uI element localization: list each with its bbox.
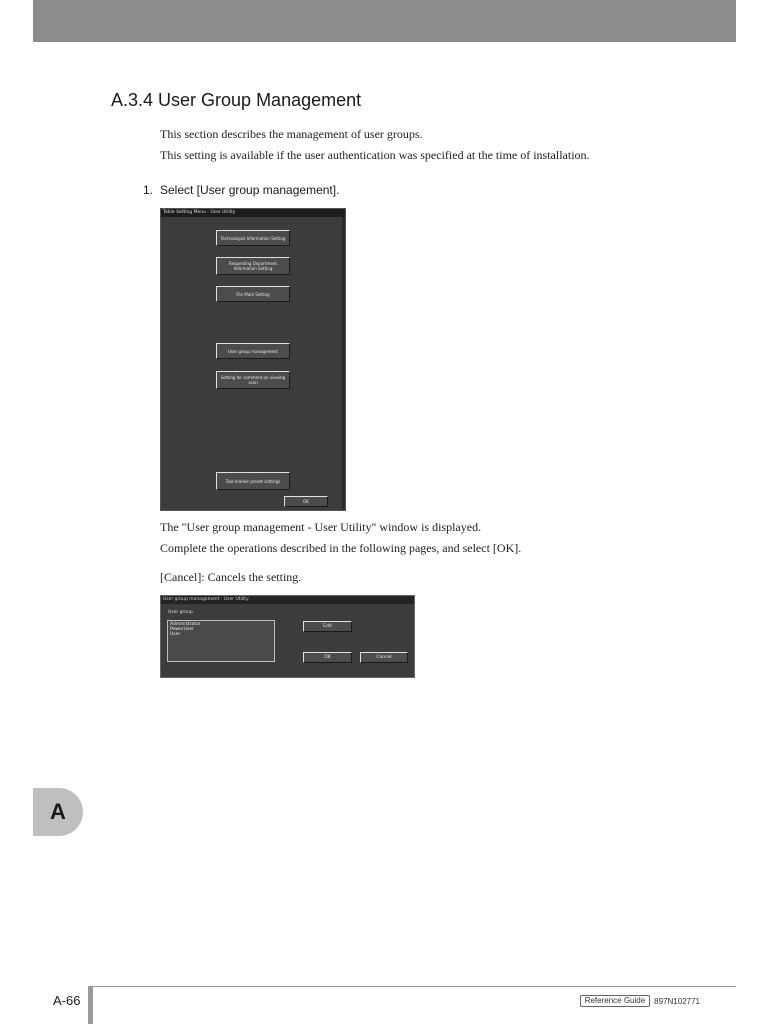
list-item[interactable]: Administrator bbox=[170, 622, 201, 627]
cancel-note: [Cancel]: Cancels the setting. bbox=[160, 570, 302, 584]
window-title: Table Setting Menu - User Utility bbox=[161, 209, 345, 217]
footer-rule bbox=[88, 986, 736, 987]
user-group-management-button[interactable]: User group management bbox=[216, 343, 290, 359]
edit-button[interactable]: Edit bbox=[303, 621, 352, 632]
step-1 bbox=[143, 183, 339, 197]
footer-info bbox=[580, 995, 700, 1007]
window-edge bbox=[342, 217, 345, 510]
after-line-2: Complete the operations described in the following pages, and select [OK]. bbox=[160, 541, 522, 555]
technologist-information-button[interactable]: Technologist Information Setting bbox=[216, 230, 290, 246]
window-title: User group management - User Utility bbox=[161, 596, 414, 604]
header-band bbox=[33, 0, 736, 42]
file-mark-setting-button[interactable]: File Mark Setting bbox=[216, 286, 290, 302]
document-number: 897N102771 bbox=[654, 996, 700, 1006]
tool-marker-preset-button[interactable]: Tool marker preset settings bbox=[216, 472, 290, 490]
after-line-1: The "User group management - User Utility" window is displayed. bbox=[160, 520, 482, 534]
intro-line-1: This section describes the management of user groups. bbox=[160, 127, 423, 141]
comment-setting-button[interactable]: Setting for comment on viewing scan bbox=[216, 371, 290, 389]
user-group-management-screenshot bbox=[160, 595, 415, 678]
chapter-tab: A bbox=[33, 788, 83, 836]
user-group-list[interactable] bbox=[167, 620, 275, 662]
table-setting-menu-screenshot bbox=[160, 208, 346, 511]
list-item[interactable]: PowerUser bbox=[170, 627, 194, 632]
intro-line-2: This setting is available if the user authentication was specified at the time of installation. bbox=[160, 148, 590, 162]
step-text: Select [User group management]. bbox=[160, 183, 340, 197]
user-group-label: User group bbox=[168, 610, 193, 615]
page-number: A-66 bbox=[53, 993, 81, 1008]
ok-button[interactable]: OK bbox=[303, 652, 352, 663]
reference-guide-label: Reference Guide bbox=[580, 995, 650, 1007]
cancel-button[interactable]: Cancel bbox=[360, 652, 408, 663]
ok-button[interactable]: OK bbox=[284, 496, 328, 507]
list-item[interactable]: User bbox=[170, 632, 181, 637]
footer-bar bbox=[88, 986, 93, 1024]
step-number: 1. bbox=[143, 183, 154, 197]
requesting-department-button[interactable]: Requesting Department Information Setting bbox=[216, 257, 290, 275]
section-title: A.3.4 User Group Management bbox=[111, 90, 362, 110]
